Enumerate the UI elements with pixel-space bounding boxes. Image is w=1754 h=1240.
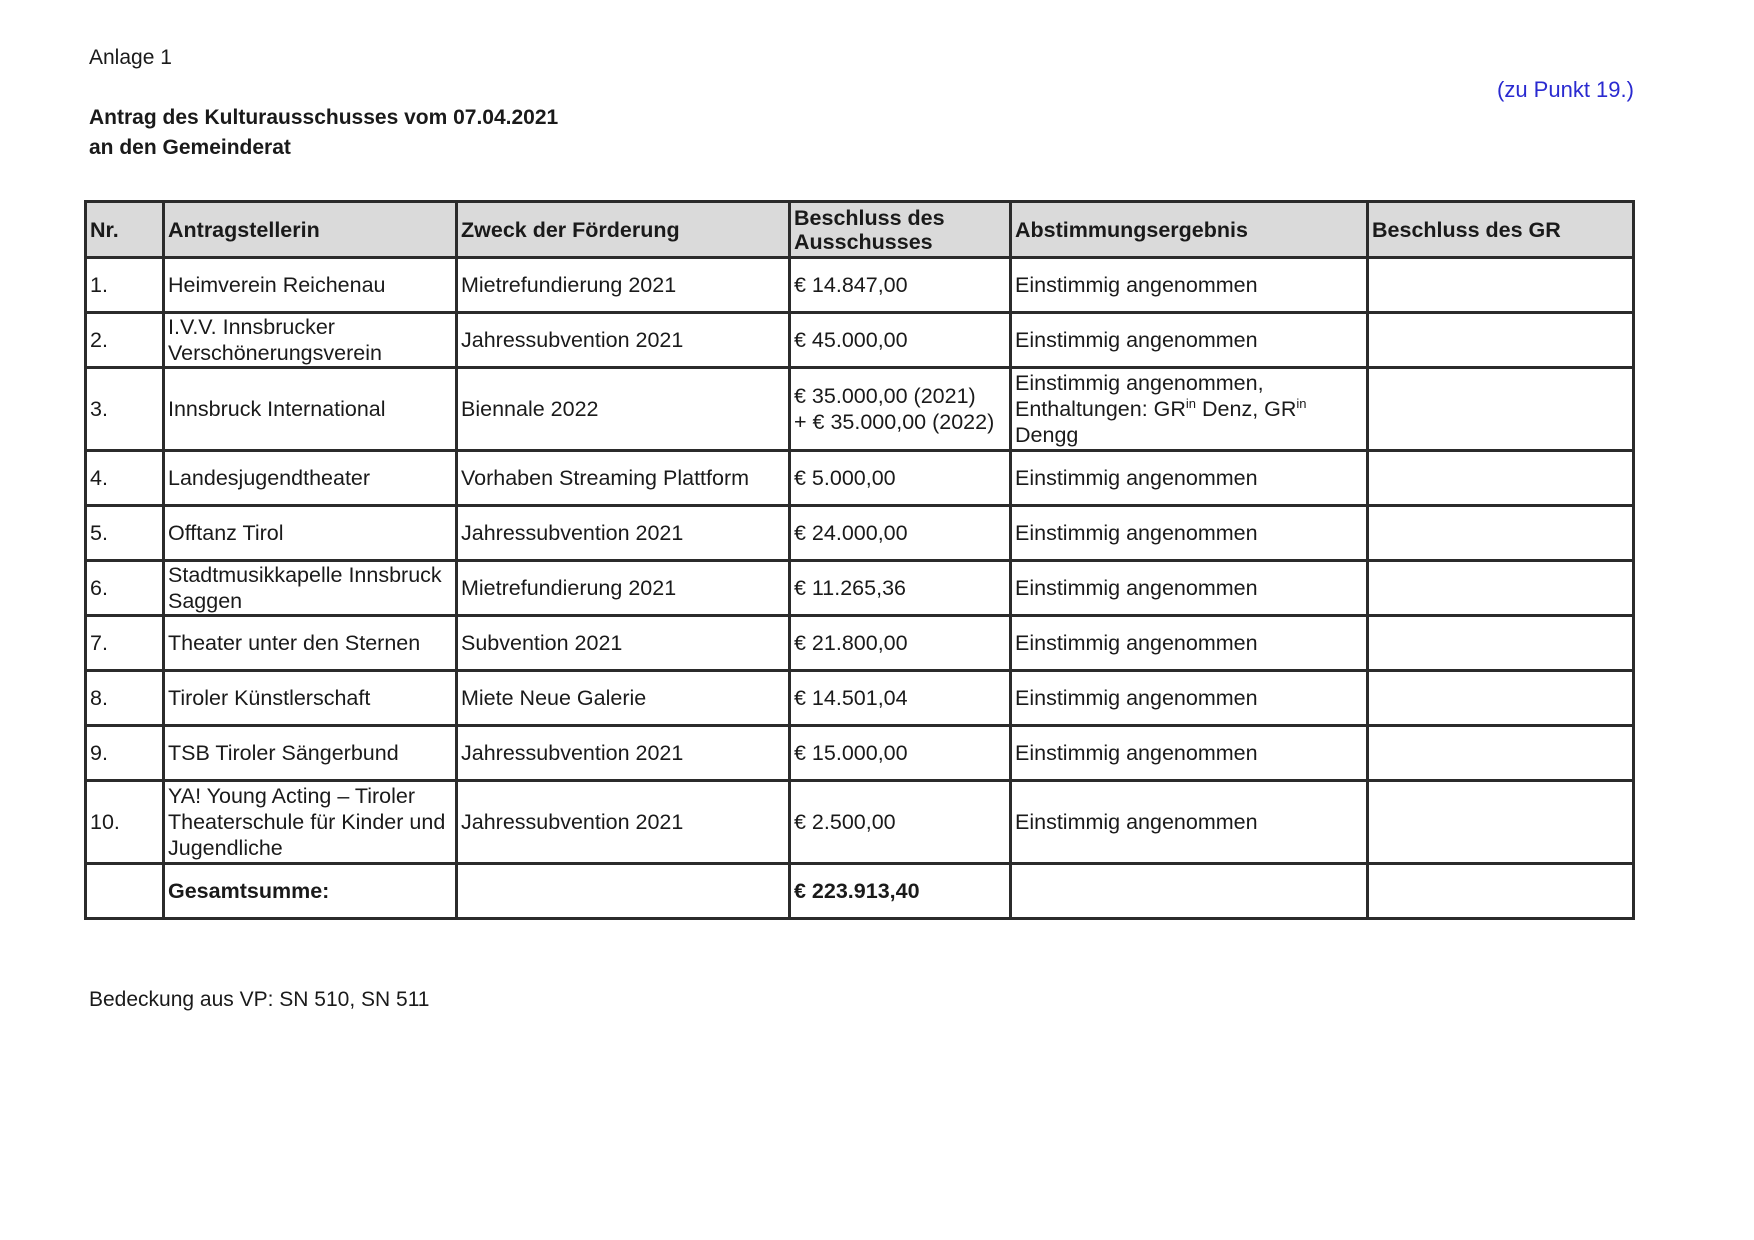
row-vote — [1011, 368, 1368, 451]
total-row — [86, 864, 1634, 919]
table-row — [86, 561, 1634, 616]
vote-line-1: Einstimmig angenommen, — [1015, 371, 1264, 395]
row-applicant: Heimverein Reichenau — [164, 258, 457, 313]
row-applicant: Stadtmusikkapelle Innsbruck Saggen — [164, 561, 457, 616]
table-row — [86, 313, 1634, 368]
vote-line-2 — [1015, 396, 1363, 422]
table-row — [86, 781, 1634, 864]
total-purpose-empty — [457, 864, 790, 919]
row-nr: 6. — [86, 561, 164, 616]
row-amount: € 21.800,00 — [790, 616, 1011, 671]
row-purpose: Miete Neue Galerie — [457, 671, 790, 726]
row-amount: € 5.000,00 — [790, 451, 1011, 506]
row-amount — [790, 368, 1011, 451]
row-council-decision — [1368, 368, 1634, 451]
total-amount: € 223.913,40 — [790, 864, 1011, 919]
row-council-decision — [1368, 781, 1634, 864]
row-vote: Einstimmig angenommen — [1011, 506, 1368, 561]
row-nr: 5. — [86, 506, 164, 561]
row-nr: 1. — [86, 258, 164, 313]
row-council-decision — [1368, 671, 1634, 726]
annex-label: Anlage 1 — [89, 46, 172, 69]
table-row — [86, 506, 1634, 561]
row-council-decision — [1368, 313, 1634, 368]
row-vote: Einstimmig angenommen — [1011, 726, 1368, 781]
row-amount: € 14.501,04 — [790, 671, 1011, 726]
row-applicant: Tiroler Künstlerschaft — [164, 671, 457, 726]
row-nr: 7. — [86, 616, 164, 671]
table-header-row — [86, 202, 1634, 258]
row-applicant: I.V.V. Innsbrucker Verschönerungsverein — [164, 313, 457, 368]
row-vote: Einstimmig angenommen — [1011, 671, 1368, 726]
table-row — [86, 258, 1634, 313]
total-nr-empty — [86, 864, 164, 919]
row-applicant: Offtanz Tirol — [164, 506, 457, 561]
header-nr: Nr. — [86, 202, 164, 258]
row-vote: Einstimmig angenommen — [1011, 561, 1368, 616]
table-row — [86, 726, 1634, 781]
row-purpose: Jahressubvention 2021 — [457, 781, 790, 864]
agenda-reference: (zu Punkt 19.) — [1497, 77, 1634, 102]
row-council-decision — [1368, 258, 1634, 313]
header-purpose: Zweck der Förderung — [457, 202, 790, 258]
table-row — [86, 616, 1634, 671]
document-title — [89, 103, 558, 163]
row-vote: Einstimmig angenommen — [1011, 258, 1368, 313]
row-amount: € 11.265,36 — [790, 561, 1011, 616]
row-applicant: Theater unter den Sternen — [164, 616, 457, 671]
total-vote-empty — [1011, 864, 1368, 919]
row-purpose: Vorhaben Streaming Plattform — [457, 451, 790, 506]
gender-suffix: in — [1185, 395, 1197, 411]
table-row — [86, 671, 1634, 726]
table-row — [86, 451, 1634, 506]
row-purpose: Jahressubvention 2021 — [457, 726, 790, 781]
row-council-decision — [1368, 451, 1634, 506]
row-purpose: Jahressubvention 2021 — [457, 313, 790, 368]
row-applicant: Innsbruck International — [164, 368, 457, 451]
row-amount: € 24.000,00 — [790, 506, 1011, 561]
row-purpose: Jahressubvention 2021 — [457, 506, 790, 561]
row-nr: 8. — [86, 671, 164, 726]
table-row — [86, 368, 1634, 451]
row-applicant: YA! Young Acting – Tiroler Theaterschule für Kinder und Jugendliche — [164, 781, 457, 864]
title-line-1: Antrag des Kulturausschusses vom 07.04.2021 — [89, 106, 559, 129]
row-purpose: Biennale 2022 — [457, 368, 790, 451]
row-council-decision — [1368, 506, 1634, 561]
vote-line-3: Dengg — [1015, 423, 1079, 447]
vote-abstention-name: Denz, GR — [1196, 397, 1297, 421]
header-council-decision: Beschluss des GR — [1368, 202, 1634, 258]
row-council-decision — [1368, 726, 1634, 781]
header-committee-decision: Beschluss des Ausschusses — [790, 202, 1011, 258]
budget-coverage-note: Bedeckung aus VP: SN 510, SN 511 — [89, 988, 430, 1011]
row-applicant: Landesjugendtheater — [164, 451, 457, 506]
row-council-decision — [1368, 616, 1634, 671]
row-nr: 2. — [86, 313, 164, 368]
row-council-decision — [1368, 561, 1634, 616]
total-label: Gesamtsumme: — [164, 864, 457, 919]
row-vote: Einstimmig angenommen — [1011, 451, 1368, 506]
row-amount: € 45.000,00 — [790, 313, 1011, 368]
row-nr: 10. — [86, 781, 164, 864]
funding-table — [84, 200, 1635, 920]
row-purpose: Subvention 2021 — [457, 616, 790, 671]
header-applicant: Antragstellerin — [164, 202, 457, 258]
row-amount: € 15.000,00 — [790, 726, 1011, 781]
amount-line-2: + € 35.000,00 (2022) — [794, 410, 995, 434]
row-nr: 9. — [86, 726, 164, 781]
total-council-empty — [1368, 864, 1634, 919]
gender-suffix: in — [1296, 395, 1307, 411]
title-line-2: an den Gemeinderat — [89, 136, 291, 159]
row-vote: Einstimmig angenommen — [1011, 616, 1368, 671]
vote-abstention-prefix: Enthaltungen: GR — [1015, 397, 1186, 421]
amount-line-1: € 35.000,00 (2021) — [794, 384, 976, 408]
row-amount: € 14.847,00 — [790, 258, 1011, 313]
row-nr: 4. — [86, 451, 164, 506]
row-purpose: Mietrefundierung 2021 — [457, 561, 790, 616]
row-applicant: TSB Tiroler Sängerbund — [164, 726, 457, 781]
row-vote: Einstimmig angenommen — [1011, 313, 1368, 368]
row-vote: Einstimmig angenommen — [1011, 781, 1368, 864]
row-nr: 3. — [86, 368, 164, 451]
row-amount: € 2.500,00 — [790, 781, 1011, 864]
header-vote-result: Abstimmungsergebnis — [1011, 202, 1368, 258]
row-purpose: Mietrefundierung 2021 — [457, 258, 790, 313]
